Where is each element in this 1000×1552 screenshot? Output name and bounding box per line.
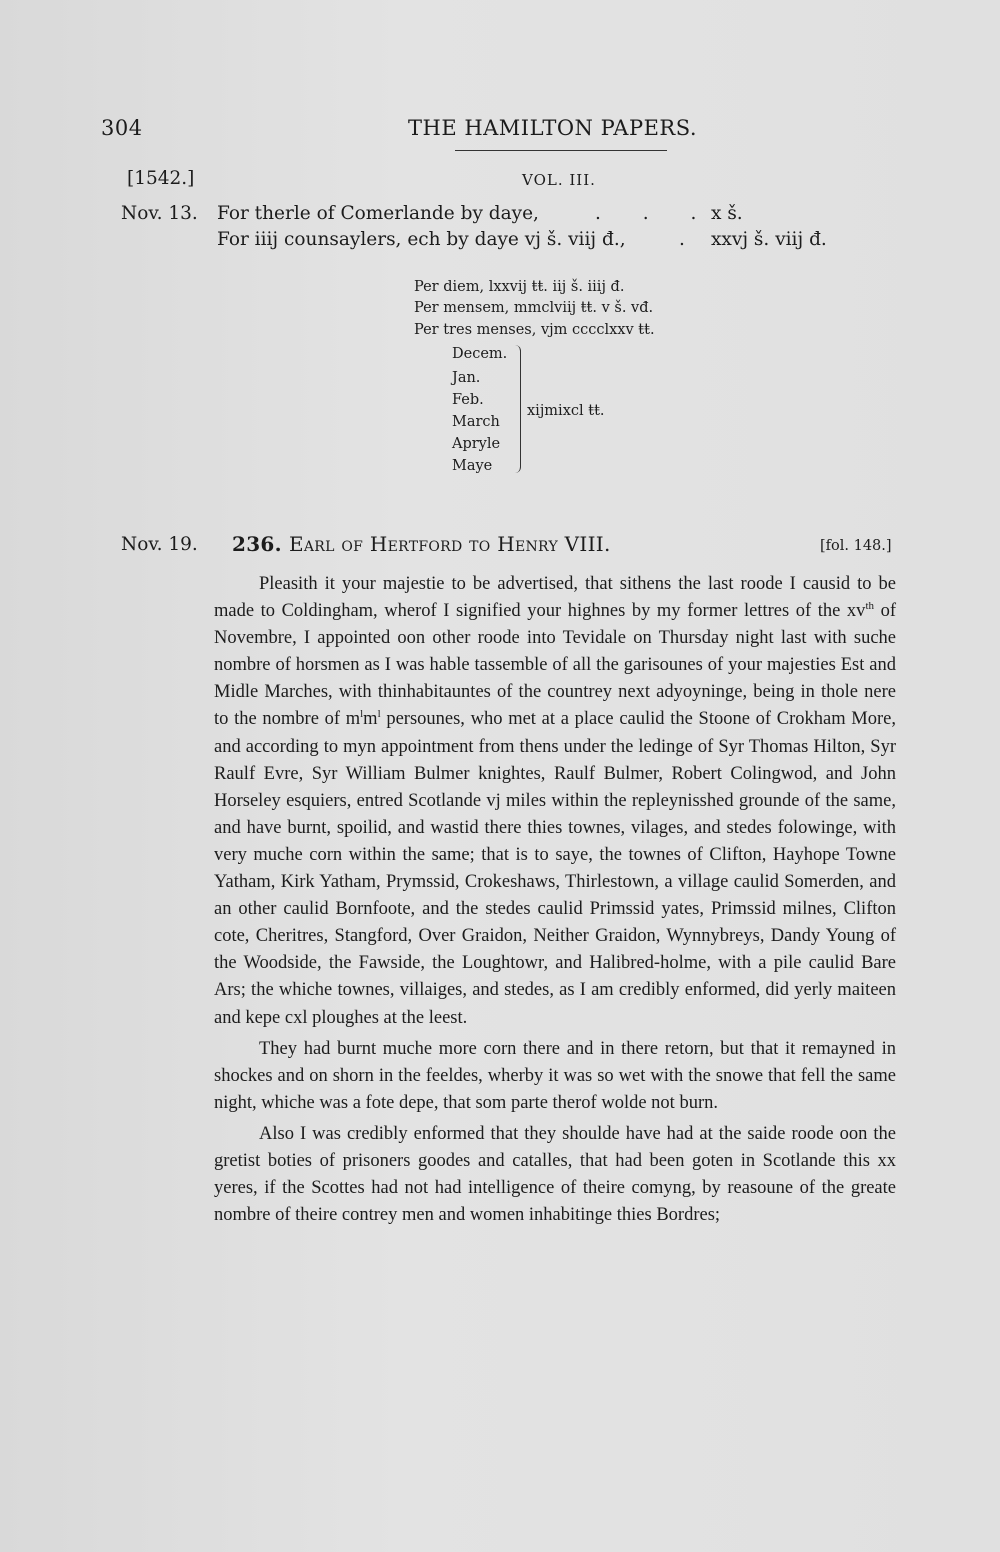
superscript: l	[377, 708, 381, 721]
month-item: Decem.	[452, 346, 508, 362]
month-item: March	[452, 414, 500, 430]
header-rule	[455, 150, 667, 151]
months-total: xijmixcl ŧŧ.	[527, 403, 605, 419]
month-item: Jan.	[452, 370, 481, 386]
per-tres-menses: Per tres menses, vjm cccclxxv ŧŧ.	[414, 322, 655, 338]
account-line-2-dots: .	[679, 229, 685, 250]
month-item: Apryle	[452, 436, 501, 452]
month-item: Feb.	[452, 392, 484, 408]
folio-reference: [fol. 148.]	[820, 538, 892, 554]
paragraph: They had burnt muche more corn there and in there retorn, but that it remayned in shockes and on shorn in the feeldes, wherby it was so wet with the snowe that fell the same night, whiche was a fote depe, that som parte therof wolde not burn.	[214, 1038, 896, 1113]
month-brace	[510, 345, 521, 473]
account-line-1: For therle of Comerlande by daye,	[217, 203, 539, 224]
account-date: Nov. 13.	[121, 203, 198, 224]
account-line-1-dots: . . .	[595, 203, 715, 224]
account-line-2: For iiij counsaylers, ech by daye vj š. viij đ.,	[217, 229, 626, 250]
volume-label: VOL. III.	[522, 171, 596, 189]
text-run: persounes, who met at a place caulid the Stoone of Crokham More, and according to myn appointment from thens under the ledinge of Syr Thomas Hilton, Syr Raulf Evre, Syr William Bulmer knightes, Raulf Bulmer, Robert Colingwod, and John Horseley esquiers, entred Scotlande vj miles within the repleynisshed grounde of the same, and have burnt, spoilid, and wastid there thies townes, vilages, and stedes folowinge, with very muche corn within the same; that is to saye, the townes of Clifton, Hayhope Towne Yatham, Kirk Yatham, Prymssid, Crokeshaws, Thirlestown, a village caulid Somerden, and an other caulid Bornfoote, and the stedes caulid Primssid yates, Primssid milnes, Clifton cote, Cheritres, Stangford, Over Graidon, Neither Graidon, Wynnybreys, Dandy Young of the Woodside, the Fawside, the Loughtowr, and Halibred-holme, with a pile caulid Bare Ars; the whiche townes, villaiges, and stedes, as I am credibly enformed, did yerly maiteen and kepe cxl ploughes at the leest.	[214, 709, 896, 1028]
year-marker: [1542.]	[127, 168, 195, 189]
letter-date: Nov. 19.	[121, 534, 198, 555]
account-line-2-amount: xxvj š. viij đ.	[711, 229, 827, 250]
text-run: of Novembre, I appointed oon other roode into Tevidale on Thursday night last with suche nombre of horsmen as I was hable tassemble of all the garisounes of your majesties Est and Midle Marches, with thinhabitauntes of the countrey next adyoyninge, being in thole nere to the nombre of m	[214, 601, 896, 730]
per-mensem: Per mensem, mmclviij ŧŧ. v š. vđ.	[414, 300, 654, 316]
letter-title: Earl of Hertford to Henry VIII.	[289, 532, 611, 556]
letter-body	[214, 571, 896, 1229]
running-title: THE HAMILTON PAPERS.	[408, 116, 698, 140]
page-number: 304	[101, 116, 143, 140]
text-run: m	[363, 709, 378, 730]
per-diem: Per diem, lxxvij ŧŧ. iij š. iiij đ.	[414, 279, 625, 295]
letter-number: 236.	[232, 532, 282, 556]
month-item: Maye	[452, 458, 493, 474]
paragraph: Also I was credibly enformed that they shoulde have had at the saide roode oon the gretist boties of prisoners goodes and catalles, that had been goten in Scotlande this xx yeres, if the Scottes had not had intelligence of theire comyng, by reasoune of the greate nombre of theire contrey men and women inhabitinge thies Bordres;	[214, 1123, 896, 1226]
superscript: th	[865, 599, 874, 612]
superscript: l	[360, 708, 364, 721]
account-line-1-amount: x š.	[711, 203, 743, 224]
paragraph	[214, 571, 896, 1032]
text-run: Pleasith it your majestie to be advertised, that sithens the last roode I causid to be made to Coldingham, wherof I signified your highnes by my former lettres of the xv	[214, 574, 896, 622]
